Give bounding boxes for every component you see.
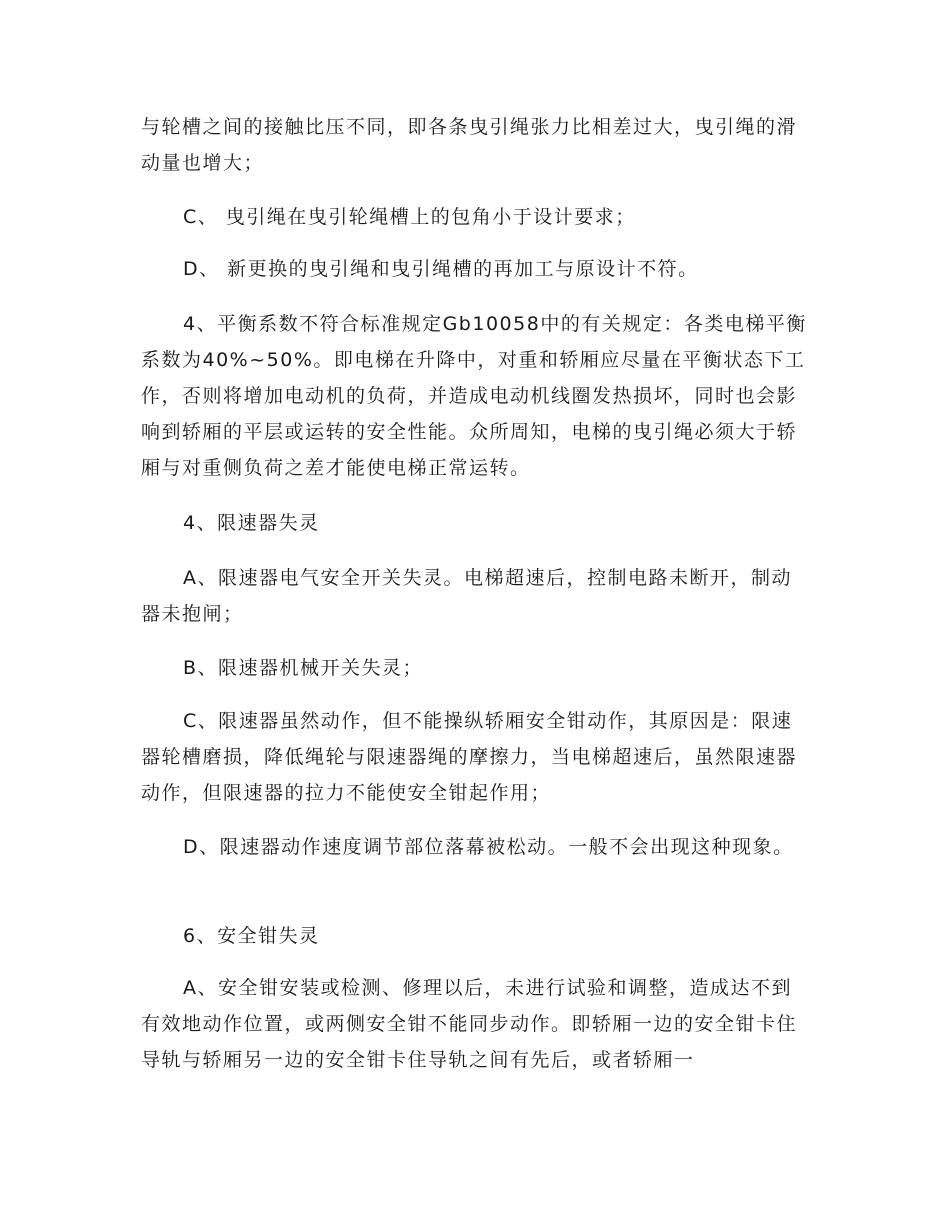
- paragraph-item-c-limiter: C、限速器虽然动作，但不能操纵轿厢安全钳动作，其原因是：限速器轮槽磨损，降低绳轮与限速器绳的摩擦力，当电梯超速后，虽然限速器动作，但限速器的拉力不能使安全钳起作用；: [141, 710, 798, 804]
- section-heading-safety-gear: 6、安全钳失灵: [183, 925, 320, 947]
- section-heading-speed-limiter: 4、限速器失灵: [183, 512, 320, 534]
- paragraph-item-b: B、限速器机械开关失灵；: [183, 657, 424, 679]
- paragraph-item-c: C、 曳引绳在曳引轮绳槽上的包角小于设计要求；: [183, 206, 636, 228]
- paragraph-item-d-limiter: D、限速器动作速度调节部位落幕被松动。一般不会出现这种现象。: [183, 836, 794, 858]
- paragraph-continued: 与轮槽之间的接触比压不同，即各条曳引绳张力比相差过大，曳引绳的滑动量也增大；: [141, 116, 798, 174]
- paragraph-item-d: D、 新更换的曳引绳和曳引绳槽的再加工与原设计不符。: [183, 258, 699, 280]
- paragraph-item-a-safety: A、安全钳安装或检测、修理以后，未进行试验和调整，造成达不到有效地动作位置，或两侧安全钳不能同步动作。即轿厢一边的安全钳卡住导轨与轿厢另一边的安全钳卡住导轨之间有先后，或者轿厢一: [141, 977, 798, 1071]
- paragraph-item-a: A、限速器电气安全开关失灵。电梯超速后，控制电路未断开，制动器未抱闸；: [141, 567, 792, 625]
- paragraph-balance-coefficient: 4、平衡系数不符合标准规定Gb10058中的有关规定：各类电梯平衡系数为40%~50%。即电梯在升降中，对重和轿厢应尽量在平衡状态下工作，否则将增加电动机的负荷，并造成电动机线圈发热损坏，同时也会影响到轿厢的平层或运转的安全性能。众所周知，电梯的曳引绳必须大于轿厢与对重侧负荷之差才能使电梯正常运转。: [141, 313, 807, 479]
